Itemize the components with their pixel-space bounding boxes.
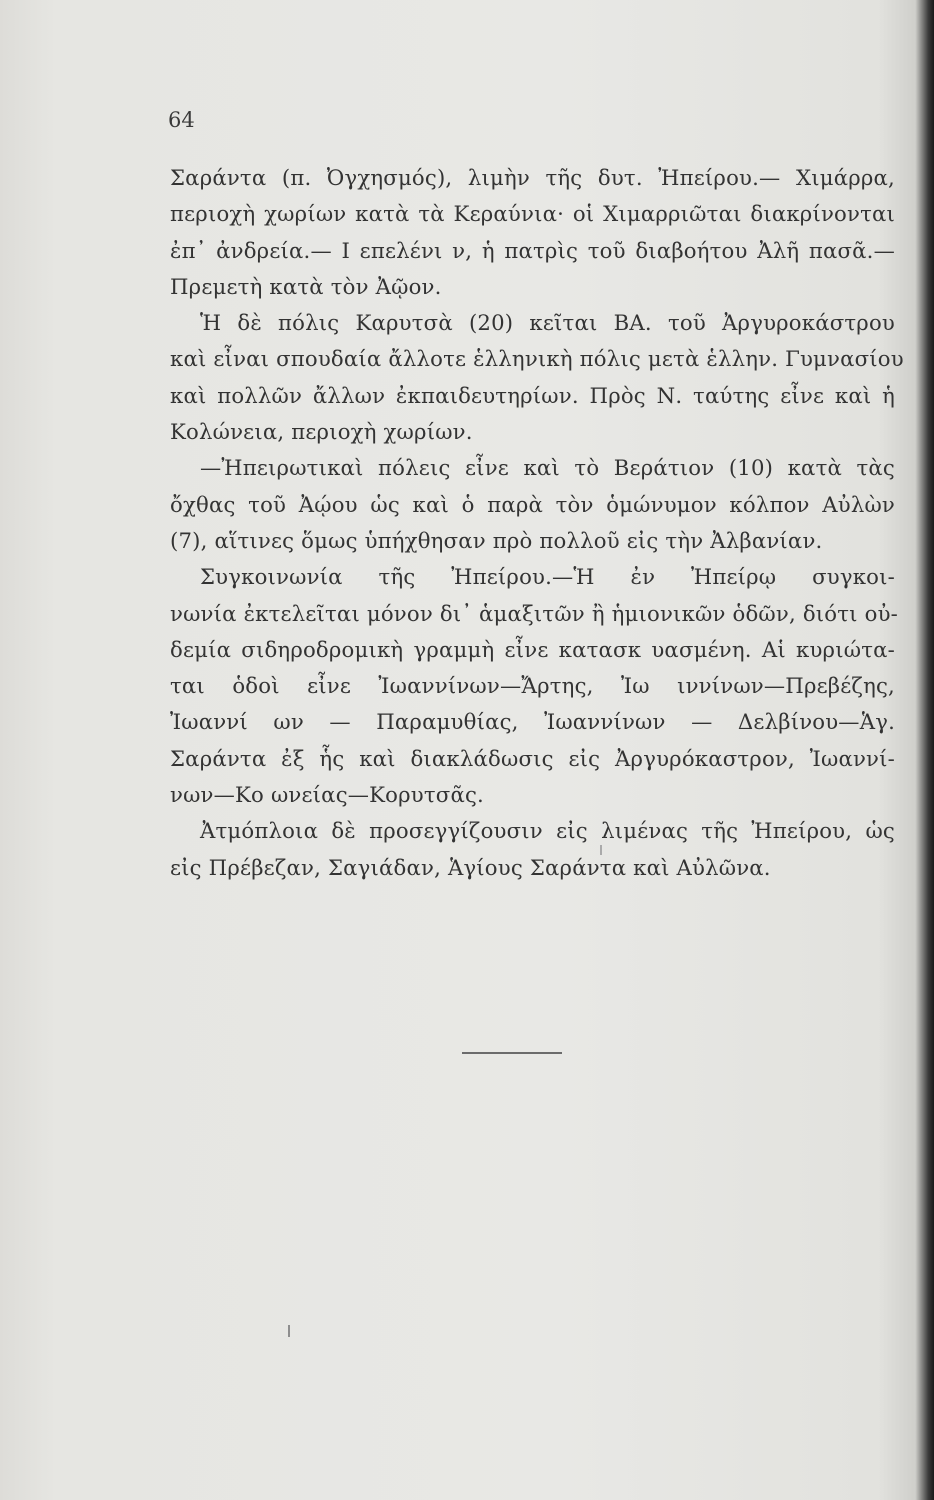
print-speck (288, 1325, 290, 1337)
text-line: Σαράντα (π. Ὀγχησμός), λιμὴν τῆς δυτ. Ἠπείρου.— Χιμάρρα, (170, 165, 895, 190)
text-line: Σαράντα ἐξ ἧς καὶ διακλάδωσις εἰς Ἀργυρόκαστρον, Ἰωαννί- (170, 745, 895, 771)
text-line: Ἀτμόπλοια δὲ προσεγγίζουσιν εἰς λιμένας τῆς Ἠπείρου, ὡς (200, 818, 895, 844)
text-line: εἰς Πρέβεζαν, Σαγιάδαν, Ἁγίους Σαράντα καὶ Αὐλῶνα. (170, 854, 771, 880)
text-line: Κολώνεια, περιοχὴ χωρίων. (170, 419, 473, 445)
text-line: ται ὁδοὶ εἶνε Ἰωαννίνων—Ἄρτης, Ἰω ιννίνων—Πρεβέζης, (170, 673, 895, 699)
text-line: νωνία ἐκτελεῖται μόνον δι᾽ ἁμαξιτῶν ἢ ἡμιονικῶν ὁδῶν, διότι οὐ- (170, 600, 899, 626)
text-line: ὄχθας τοῦ Ἀῴου ὡς καὶ ὁ παρὰ τὸν ὁμώνυμον κόλπον Αὐλὼν (170, 491, 895, 517)
body-text (170, 160, 904, 886)
text-line: ἐπ᾽ ἀνδρεία.— Ι επελένι ν, ἡ πατρὶς τοῦ διαβοήτου Ἀλῆ πασᾶ.— (170, 237, 895, 263)
section-divider (462, 1052, 562, 1054)
text-line: —Ἠπειρωτικαὶ πόλεις εἶνε καὶ τὸ Βεράτιον (10) κατὰ τὰς (200, 455, 895, 481)
text-line: Ἡ δὲ πόλις Καρυτσὰ (20) κεῖται ΒΑ. τοῦ Ἀργυροκάστρου (200, 310, 895, 336)
text-line: περιοχὴ χωρίων κατὰ τὰ Κεραύνια· οἱ Χιμαρριῶται διακρίνονται (170, 201, 895, 227)
text-line: νων—Κο ωνείας—Κορυτσᾶς. (170, 782, 484, 808)
text-line: Πρεμετὴ κατὰ τὸν Ἀῷον. (170, 273, 442, 299)
text-line: καὶ πολλῶν ἄλλων ἐκπαιδευτηρίων. Πρὸς Ν. ταύτης εἶνε καὶ ἡ (170, 382, 895, 408)
print-speck (600, 845, 602, 855)
text-line: Ἰωαννί ων — Παραμυθίας, Ἰωαννίνων — Δελβίνου—Ἁγ. (170, 709, 895, 735)
page-number: 64 (168, 108, 195, 132)
text-line: δεμία σιδηροδρομικὴ γραμμὴ εἶνε κατασκ υασμένη. Αἱ κυριώτα- (170, 636, 895, 662)
text-line: καὶ εἶναι σπουδαία ἄλλοτε ἑλληνικὴ πόλις μετὰ ἑλλην. Γυμνασίου (170, 346, 904, 372)
text-line: (7), αἵτινες ὅμως ὑπήχθησαν πρὸ πολλοῦ εἰς τὴν Ἀλβανίαν. (170, 527, 823, 553)
section-heading-line: Συγκοινωνία τῆς Ἠπείρου.—Ἡ ἐν Ἠπείρῳ συγκοι- (200, 564, 895, 590)
